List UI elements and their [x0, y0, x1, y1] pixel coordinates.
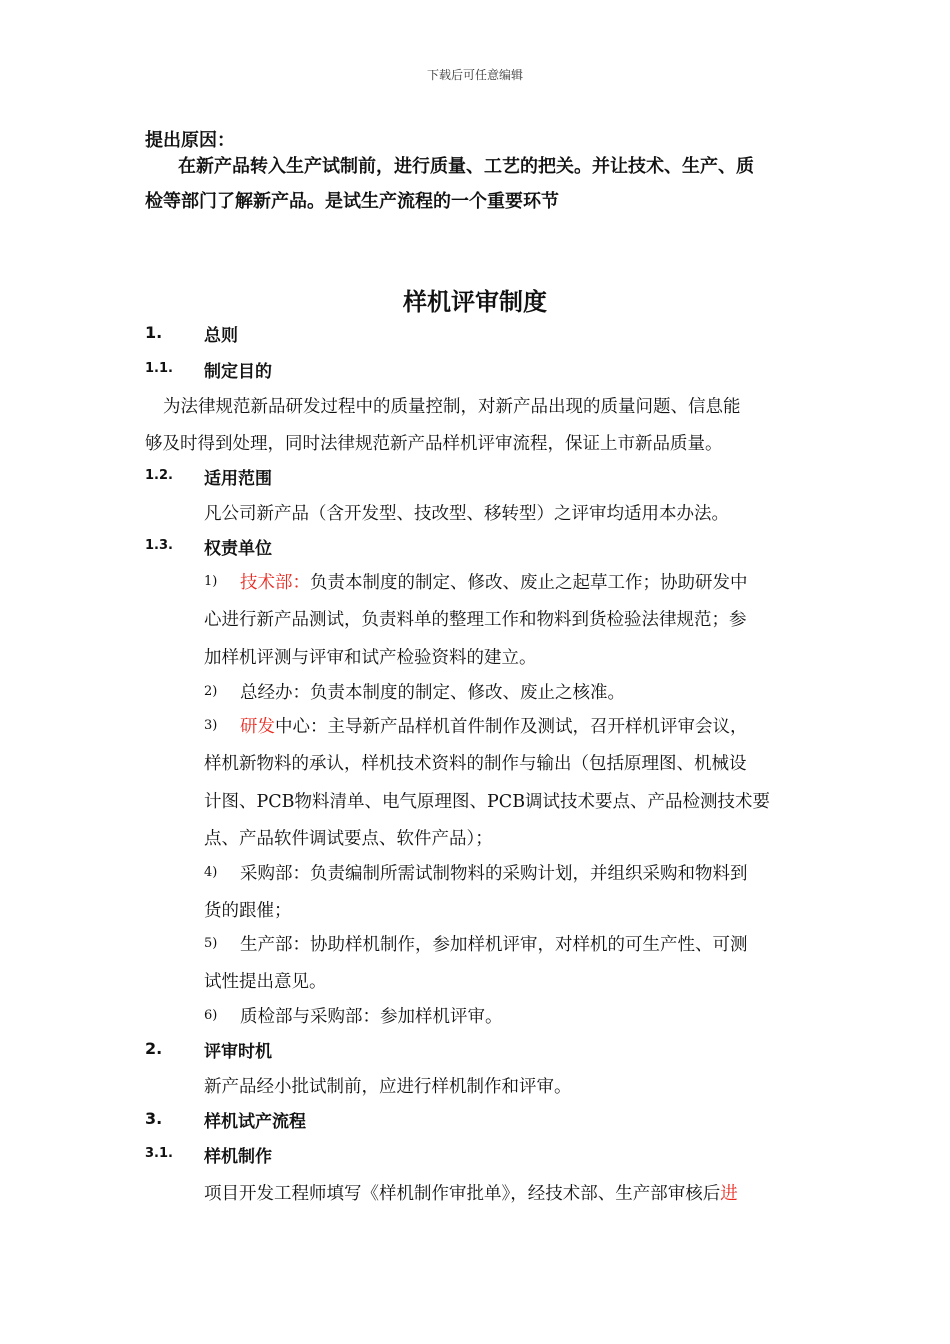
item-1-line-1	[240, 569, 748, 594]
item-3-dept-label: 研发	[240, 717, 275, 737]
item-1-line-3: 加样机评测与评审和试产检验资料的建立。	[204, 648, 537, 668]
item-2-line-1: 总经办：负责本制度的制定、修改、废止之核准。	[240, 683, 625, 703]
item-2-number: 2)	[204, 684, 218, 699]
section-2-title: 评审时机	[204, 1042, 272, 1062]
section-3-1-number: 3.1.	[145, 1146, 173, 1161]
section-1-3-title: 权责单位	[204, 539, 272, 559]
section-1-1-text-2: 够及时得到处理，同时法律规范新产品样机评审流程，保证上市新品质量。	[145, 434, 723, 454]
section-1-1-number: 1.1.	[145, 361, 173, 376]
item-4-number: 4)	[204, 865, 218, 880]
section-1-2-number: 1.2.	[145, 468, 173, 483]
item-3-number: 3)	[204, 718, 218, 733]
item-4-line-2: 货的跟催；	[204, 901, 292, 921]
section-1-1-text-1: 为法律规范新品研发过程中的质量控制，对新产品出现的质量问题、信息能	[163, 397, 741, 417]
section-3-number: 3.	[145, 1109, 163, 1128]
section-3-title: 样机试产流程	[204, 1112, 306, 1132]
item-3-line-3: 计图、PCB物料清单、电气原理图、PCB调试技术要点、产品检测技术要	[204, 792, 771, 812]
section-1-3-number: 1.3.	[145, 538, 173, 553]
page-header: 下载后可任意编辑	[426, 68, 523, 82]
section-1-1-title: 制定目的	[204, 362, 272, 382]
section-1-title: 总则	[204, 326, 238, 346]
section-3-1-title: 样机制作	[204, 1147, 272, 1167]
section-1-number: 1.	[145, 323, 163, 342]
item-5-number: 5)	[204, 936, 218, 951]
item-3-line-1	[240, 713, 748, 738]
item-6-line-1: 质检部与采购部：参加样机评审。	[240, 1007, 503, 1027]
item-3-line-2: 样机新物料的承认，样机技术资料的制作与输出（包括原理图、机械设	[204, 754, 747, 774]
item-1-text: 负责本制度的制定、修改、废止之起草工作；协助研发中	[310, 573, 748, 593]
section-3-1-text	[204, 1180, 738, 1205]
section-1-2-title: 适用范围	[204, 469, 272, 489]
item-1-dept-label: 技术部：	[240, 573, 310, 593]
item-6-number: 6)	[204, 1008, 218, 1023]
item-4-line-1: 采购部：负责编制所需试制物料的采购计划，并组织采购和物料到	[240, 864, 748, 884]
reason-title: 提出原因：	[145, 130, 235, 151]
item-1-line-2: 心进行新产品测试，负责料单的整理工作和物料到货检验法律规范；参	[204, 610, 747, 630]
item-3-text: 中心：主导新产品样机首件制作及测试，召开样机评审会议，	[275, 717, 748, 737]
item-5-line-2: 试性提出意见。	[204, 972, 327, 992]
section-3-1-text-red: 进	[720, 1184, 738, 1204]
reason-line-1: 在新产品转入生产试制前，进行质量、工艺的把关。并让技术、生产、质	[178, 156, 754, 177]
section-2-text: 新产品经小批试制前，应进行样机制作和评审。	[204, 1077, 572, 1097]
section-3-1-text-main: 项目开发工程师填写《样机制作审批单》，经技术部、生产部审核后	[204, 1184, 721, 1204]
document-title: 样机评审制度	[403, 288, 547, 316]
item-5-line-1: 生产部：协助样机制作，参加样机评审，对样机的可生产性、可测	[240, 935, 748, 955]
item-3-line-4: 点、产品软件调试要点、软件产品）；	[204, 829, 493, 849]
item-1-number: 1)	[204, 574, 218, 589]
section-1-2-text: 凡公司新产品（含开发型、技改型、移转型）之评审均适用本办法。	[204, 504, 729, 524]
section-2-number: 2.	[145, 1039, 163, 1058]
reason-line-2: 检等部门了解新产品。是试生产流程的一个重要环节	[145, 191, 559, 212]
